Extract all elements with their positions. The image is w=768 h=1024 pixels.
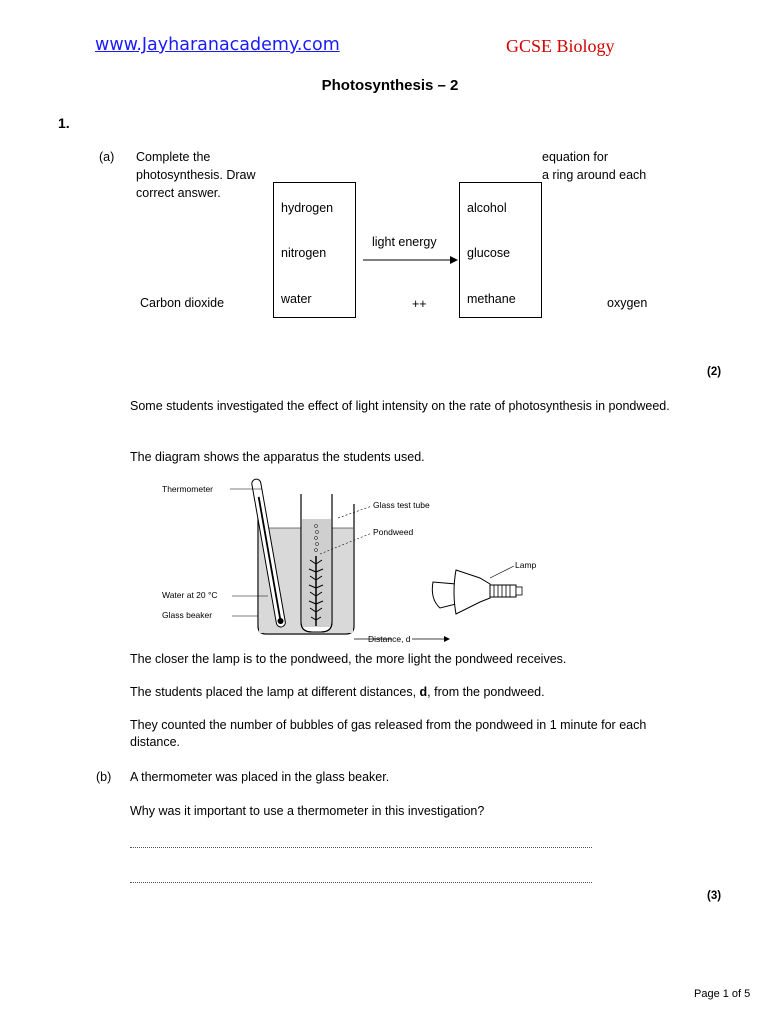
after-paragraph-1: The closer the lamp is to the pondweed, the more light the pondweed receives. — [130, 652, 567, 666]
label-distance: Distance, d — [368, 634, 411, 644]
label-thermometer: Thermometer — [162, 484, 214, 494]
instruction-left-2: photosynthesis. Draw — [136, 168, 256, 182]
label-water: Water at 20 °C — [162, 590, 218, 600]
part-a-label: (a) — [99, 150, 115, 164]
label-glass-test-tube: Glass test tube — [373, 500, 430, 510]
page-title: Photosynthesis – 2 — [321, 77, 459, 94]
answer-line-1[interactable] — [130, 847, 592, 848]
product-option-methane[interactable]: methane — [467, 292, 516, 306]
product-options-box — [459, 182, 542, 318]
intro-paragraph-1: Some students investigated the effect of light intensity on the rate of photosynthesis in pondweed. — [130, 399, 670, 413]
reaction-arrow-icon — [363, 254, 458, 266]
reactant-option-water[interactable]: water — [281, 292, 312, 306]
plus-sign: ++ — [412, 297, 427, 311]
marks-part-b: (3) — [707, 890, 722, 902]
part-b-question: Why was it important to use a thermometer in this investigation? — [130, 804, 485, 818]
after-paragraph-3: They counted the number of bubbles of gas released from the pondweed in 1 minute for each distance. — [130, 718, 647, 749]
distance-symbol: d — [419, 685, 428, 699]
after-paragraph-2 — [130, 684, 690, 701]
arrow-label: light energy — [372, 235, 437, 249]
reactant-carbon-dioxide: Carbon dioxide — [140, 296, 225, 310]
apparatus-diagram — [150, 474, 570, 646]
answer-line-2[interactable] — [130, 882, 592, 883]
instruction-left-3: correct answer. — [136, 186, 221, 200]
subject-heading: GCSE Biology — [506, 36, 615, 56]
reactant-option-nitrogen[interactable]: nitrogen — [281, 246, 327, 260]
product-oxygen: oxygen — [607, 296, 648, 310]
marks-part-a: (2) — [707, 366, 722, 378]
label-lamp: Lamp — [515, 560, 537, 570]
instruction-right-2: a ring around each — [542, 168, 647, 182]
product-option-glucose[interactable]: glucose — [467, 246, 511, 260]
page-number: Page 1 of 5 — [694, 988, 751, 1000]
instruction-left-1: Complete the — [136, 150, 211, 164]
label-pondweed: Pondweed — [373, 527, 414, 537]
part-b-statement: A thermometer was placed in the glass beaker. — [130, 770, 390, 784]
part-b-label: (b) — [96, 770, 112, 784]
intro-paragraph-2: The diagram shows the apparatus the students used. — [130, 450, 425, 464]
product-option-alcohol[interactable]: alcohol — [467, 201, 507, 215]
website-link[interactable]: www.Jayharanacademy.com — [95, 35, 340, 55]
reactant-options-box — [273, 182, 356, 318]
after-paragraph-2-end: , from the pondweed. — [427, 685, 545, 699]
label-glass-beaker: Glass beaker — [162, 610, 213, 620]
after-paragraph-2-start: The students placed the lamp at different distances, — [130, 685, 420, 699]
reactant-option-hydrogen[interactable]: hydrogen — [281, 201, 334, 215]
question-number: 1. — [58, 115, 70, 131]
instruction-right-1: equation for — [542, 150, 609, 164]
